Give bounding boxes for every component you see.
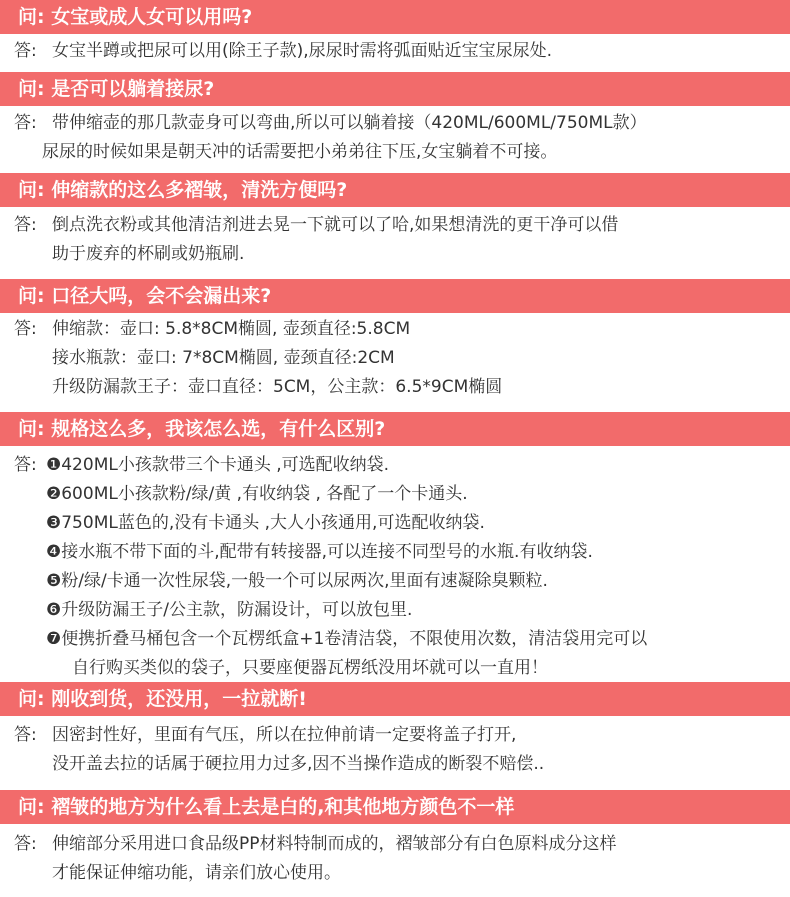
answer-line: 自行购买类似的袋子，只要座便器瓦楞纸没用坏就可以一直用！ [72,658,548,678]
faq-answer-5 [0,451,790,683]
answer-line: ❺粉/绿/卡通一次性尿袋,一般一个可以尿两次,里面有速凝除臭颗粒. [46,571,548,591]
answer-prefix: 答: [14,319,37,339]
answer-line: 倒点洗衣粉或其他清洁剂进去晃一下就可以了哈,如果想清洗的更干净可以借 [52,215,619,235]
faq-question-6: 问: 刚收到货，还没用，一拉就断! [0,682,790,716]
answer-line: 伸缩款：壶口: 5.8*8CM椭圆, 壶颈直径:5.8CM [52,319,411,339]
answer-line: 接水瓶款：壶口: 7*8CM椭圆, 壶颈直径:2CM [52,348,395,368]
answer-line: 尿尿的时候如果是朝天冲的话需要把小弟弟往下压,女宝躺着不可接。 [42,142,558,162]
answer-prefix: 答: [14,834,37,854]
answer-prefix: 答: [14,113,37,133]
faq-answer-7 [0,830,790,888]
faq-question-3: 问: 伸缩款的这么多褶皱，清洗方便吗? [0,173,790,207]
faq-question-4: 问: 口径大吗，会不会漏出来? [0,279,790,313]
answer-line: ❹接水瓶不带下面的斗,配带有转接器,可以连接不同型号的水瓶.有收纳袋. [46,542,593,562]
faq-question-5: 问: 规格这么多，我该怎么选，有什么区别? [0,412,790,446]
answer-line: 伸缩部分采用进口食品级PP材料特制而成的，褶皱部分有白色原料成分这样 [52,834,617,854]
answer-line: 女宝半蹲或把尿可以用(除王子款),尿尿时需将弧面贴近宝宝尿尿处. [52,41,553,61]
answer-line: ❼便携折叠马桶包含一个瓦楞纸盒+1卷清洁袋，不限使用次数，清洁袋用完可以 [46,629,648,649]
answer-line: ❻升级防漏王子/公主款，防漏设计，可以放包里. [46,600,413,620]
faq-answer-2 [0,109,790,167]
answer-line: ❸750ML蓝色的,没有卡通头 ,大人小孩通用,可选配收纳袋. [46,513,485,533]
answer-prefix: 答: [14,725,37,745]
answer-line: ❷600ML小孩款粉/绿/黄 ,有收纳袋 , 各配了一个卡通头. [46,484,468,504]
faq-answer-1 [0,37,790,66]
answer-line: 才能保证伸缩功能，请亲们放心使用。 [52,863,341,883]
faq-answer-4 [0,315,790,402]
answer-line: ❶420ML小孩款带三个卡通头 ,可选配收纳袋. [46,455,390,475]
answer-line: 带伸缩壶的那几款壶身可以弯曲,所以可以躺着接（420ML/600ML/750ML款） [52,113,647,133]
answer-prefix: 答: [14,41,37,61]
answer-line: 助于废弃的杯刷或奶瓶刷. [52,244,245,264]
answer-line: 没开盖去拉的话属于硬拉用力过多,因不当操作造成的断裂不赔偿.. [52,754,545,774]
answer-line: 因密封性好，里面有气压，所以在拉伸前请一定要将盖子打开, [52,725,517,745]
faq-question-1: 问: 女宝或成人女可以用吗? [0,0,790,34]
answer-line: 升级防漏款王子：壶口直径：5CM，公主款：6.5*9CM椭圆 [52,377,503,397]
answer-prefix: 答: [14,455,37,475]
faq-answer-6 [0,721,790,779]
faq-question-2: 问: 是否可以躺着接尿? [0,72,790,106]
answer-prefix: 答: [14,215,37,235]
faq-question-7: 问: 褶皱的地方为什么看上去是白的,和其他地方颜色不一样 [0,790,790,824]
faq-answer-3 [0,211,790,269]
